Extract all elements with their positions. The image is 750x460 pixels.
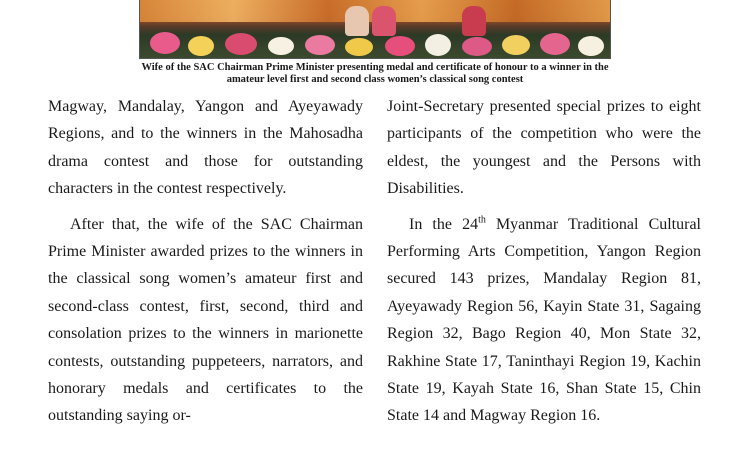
flower-arrangement	[305, 35, 335, 55]
paragraph-text-end: Myanmar Traditional Cultural Performing Arts Competition, Yangon Region secured 143 prizes, Mandalay Region 81, Ayeyawady Region 56, Kayin State 31, Sagaing Region 32, Bago Region 40, Mon State 32, Rakhine State 17, Taninthayi Region 19, Kachin State 19, Kayah State 16, Shan State 15, Chin State 14 and Magway Region 16.	[387, 215, 701, 425]
flower-arrangement	[188, 36, 214, 56]
flower-arrangement	[150, 32, 180, 54]
person-figure-right	[462, 6, 486, 36]
flower-arrangement	[540, 33, 570, 55]
flower-arrangement	[462, 37, 492, 56]
caption-line-2: amateur level first and second class women’s classical song contest	[226, 74, 524, 85]
ordinal-superscript: th	[478, 214, 486, 226]
article-column-left	[48, 93, 363, 430]
photo-caption	[60, 62, 690, 86]
person-figure-center	[372, 6, 396, 36]
paragraph	[387, 211, 701, 430]
caption-line-1: Wife of the SAC Chairman Prime Minister presenting medal and certificate of honour to a winner in the	[141, 62, 609, 73]
paragraph-text-start: In the 24	[409, 215, 479, 233]
paragraph: After that, the wife of the SAC Chairman Prime Minister awarded prizes to the winners in the classical song women’s amateur first and second-class contest, first, second, third and consolation prizes to the winners in marionette contests, outstanding puppeteers, narrators, and honorary medals and certificates to the outstanding saying or-	[48, 215, 363, 425]
flower-arrangement	[268, 37, 294, 55]
flower-arrangement	[578, 36, 604, 56]
person-figure-left	[345, 6, 369, 36]
flower-arrangement	[225, 33, 257, 55]
paragraph: Joint-Secretary presented special prizes to eight participants of the competition who were the eldest, the youngest and the Persons with Disabilities.	[387, 98, 701, 198]
paragraph: Magway, Mandalay, Yangon and Ayeyawady Regions, and to the winners in the Mahosadha drama contest and those for outstanding characters in the contest respectively.	[48, 98, 363, 198]
article-column-right	[387, 93, 701, 430]
flower-arrangement	[345, 38, 373, 56]
award-ceremony-photo	[139, 0, 611, 59]
flower-arrangement	[385, 36, 415, 56]
flower-arrangement	[425, 34, 451, 56]
flower-arrangement	[502, 35, 530, 55]
